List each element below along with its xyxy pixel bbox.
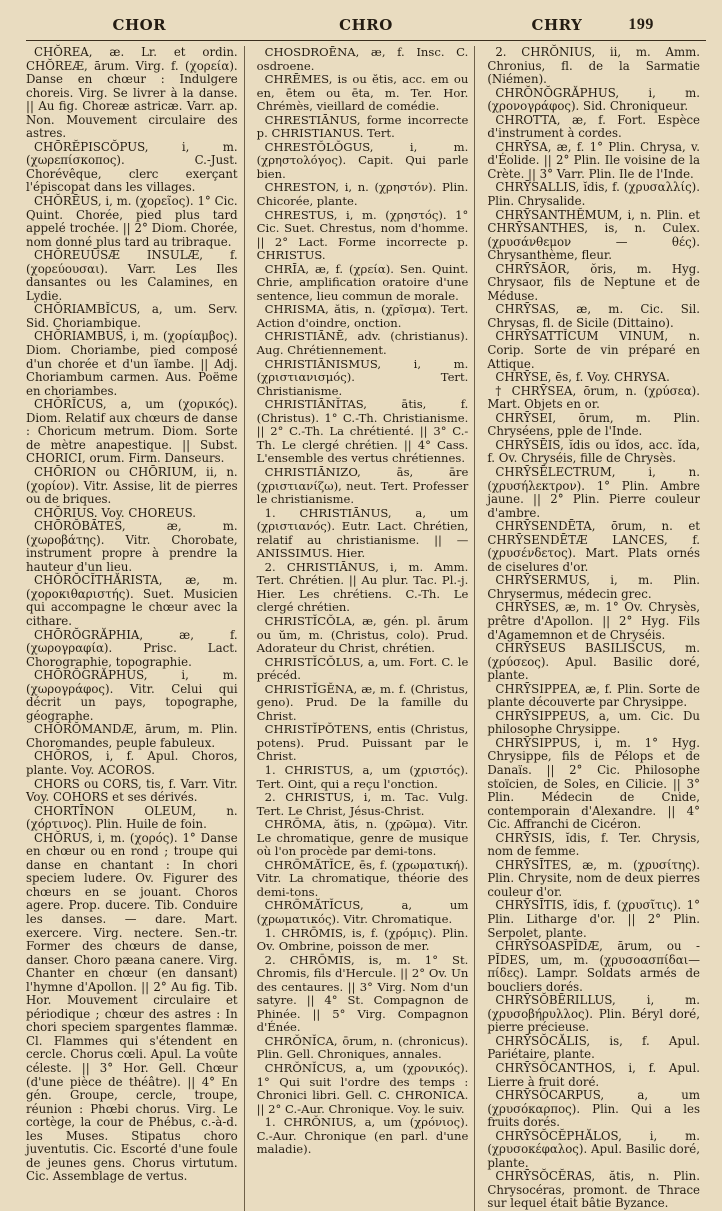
dictionary-entry: CHRȲSŎCANTHOS, i, f. Apul. Lierre à fruit doré. [487,1061,700,1089]
dictionary-entry: CHRȲSA, æ, f. 1° Plin. Chrysa, v. d'Éolide. || 2° Plin. Ile voisine de la Crète. || 3° Varr. Plin. Ile de l'Inde. [487,139,700,181]
dictionary-entry: CHRŎNĬCUS, a, um (χρονικός). 1° Qui suit l'ordre des temps : Chronici libri. Gell. C. CHRONICA. || 2° C.-Aur. Chronique. Voy. le suiv. [256,1061,469,1116]
dictionary-entry: CHRȲSĒLECTRUM, i, n. (χρυσήλεκτρον). 1° Plin. Ambre jaune. || 2° Plin. Pierre couleur d'ambre. [487,464,700,520]
dictionary-entry: CHRISTIĀNĬTAS, ātis, f. (Christus). 1° C.-Th. Christianisme. || 2° C.-Th. La chrétienté. || 3° C.-Th. Le clergé chrétien. || 4° Cass. L'ensemble des vertus chrétiennes. [256,397,469,466]
dictionary-entry: CHRŌMĂTĬCE, ēs, f. (χρωματική). Vitr. La chromatique, théorie des demi-tons. [256,857,469,899]
dictionary-entry: 1. CHRISTIĀNUS, a, um (χριστιανός). Eutr. Lact. Chrétien, relatif au christianisme. || — ANISSIMUS. Hier. [256,505,469,561]
dictionary-entry: CHRESTUS, i, m. (χρηστός). 1° Cic. Suet. Chrestus, nom d'homme. || 2° Lact. Forme incorrecte p. CHRISTUS. [256,207,469,263]
dictionary-entry: CHRŎNĬCA, ōrum, n. (chronicus). Plin. Gell. Chroniques, annales. [256,1033,469,1062]
dictionary-entry: CHRȲSE, ēs, f. Voy. CHRYSA. [495,370,670,385]
dictionary-entry: CHŎRIUS. Voy. CHOREUS. [34,505,196,520]
dictionary-entry: CHRȲSĪTES, æ, m. (χρυσίτης). Plin. Chrysite, nom de deux pierres couleur d'or. [487,857,700,899]
dictionary-entry: CHRȲSALLIS, ĭdis, f. (χρυσαλλίς). Plin. Chrysalide. [487,180,700,209]
dictionary-entry: CHŎRIAMBĬCUS, a, um. Serv. Sid. Choriambique. [26,302,238,330]
dictionary-entry: CHRȲSŎCARPUS, a, um (χρυσόκαρπος). Plin. Qui a les fruits dorés. [487,1088,700,1130]
dictionary-entry: CHŎRĒUS, i, m. (χορεῖος). 1° Cic. Quint. Chorée, pied plus tard appelé trochée. || 2° Diom. Chorée, nom donné plus tard au tribraque. [26,194,238,249]
columns [26,46,706,1211]
dictionary-entry: CHŎRUS, i, m. (χορός). 1° Danse en chœur ou en rond ; troupe qui danse en chantant : In chori speciem ludere. Ov. Figurer des chœurs en se jouant. Choros agere. Prop. ducere. Tib. Conduire les danses. — dare. Mart. exercere. Virg. nectere. Sen.-tr. Former des chœurs de danse, danser. Choro pæana canere. Virg. Chanter en chœur (en dansant) l'hymne d'Apollon. || 2° Au fig. Tib. Hor. Mouvement circulaire et périodique ; chœur des astres : In chori speciem spargentes flammæ. Cl. Flammes qui s'étendent en cercle. Chorus cœli. Apul. La voûte céleste. || 3° Hor. Gell. Chœur (d'une pièce de théâtre). || 4° En gén. Groupe, cercle, troupe, réunion : Phœbi chorus. Virg. Le cortège, la cour de Phébus, c.-à-d. les Muses. Stipatus choro juventutis. Cic. Escorté d'une foule de jeunes gens. Chorus virtutum. Cic. Assemblage de vertus. [26,830,238,1184]
dictionary-entry: CHRȲSŎCĔRAS, ătis, n. Plin. Chrysocéras, promont. de Thrace sur lequel était bâtie Byzance. [487,1169,700,1211]
dictionary-entry: CHRŎNŎGRĂPHUS, i, m. (χρονογράφος). Sid. Chroniqueur. [487,85,700,114]
dictionary-entry: CHRŌMA, ătis, n. (χρῶμα). Vitr. Le chromatique, genre de musique où l'on procède par demi-tons. [256,817,469,859]
dictionary-entry: CHROTTA, æ, f. Fort. Espèce d'instrument à cordes. [487,112,700,141]
dictionary-entry: CHRȲSĪTIS, ĭdis, f. (χρυσῖτις). 1° Plin. Litharge d'or. || 2° Plin. Serpolet, plante. [487,898,700,940]
dictionary-entry: CHŌRŎGRĂPHUS, i, m. (χωρογράφος). Vitr. Celui qui décrit un pays, topographe, géographe. [26,668,238,723]
page-number: 199 [628,16,654,33]
dictionary-entry: CHRȲSEUS BASILISCUS, m. (χρύσεος). Apul. Basilic doré, plante. [487,641,700,683]
dictionary-entry: CHRESTON, i, n. (χρηστόν). Plin. Chicorée, plante. [256,180,469,209]
dictionary-entry: CHRISTĬCŎLUS, a, um. Fort. C. le précéd. [256,654,469,683]
dictionary-entry: CHRȲSIPPEA, æ, f. Plin. Sorte de plante découverte par Chrysippe. [487,681,700,710]
dictionary-entry: CHRȲSAS, æ, m. Cic. Sil. Chrysas, fl. de Sicile (Dittaino). [487,302,700,330]
dictionary-entry: CHRISMA, ătis, n. (χρῖσμα). Tert. Action d'oindre, onction. [256,302,469,330]
dictionary-entry: CHRȲSANTHĔMUM, i, n. Plin. et CHRȲSANTHES, is, n. Culex. (χρυσάνθεμον — θές). Chrysanthème, fleur. [487,207,700,263]
dictionary-entry: 2. CHRISTUS, i, m. Tac. Vulg. Tert. Le Christ, Jésus-Christ. [256,790,469,818]
dictionary-entry: CHRĒMES, is ou ĕtis, acc. em ou en, ētem ou ēta, m. Ter. Hor. Chrémès, vieillard de comédie. [256,72,469,114]
dictionary-entry: CHŎRĬCUS, a, um (χορικός). Diom. Relatif aux chœurs de danse : Choricum metrum. Diom. Sorte de mètre anapestique. || Subst. CHORICI, orum. Firm. Danseurs. [26,397,238,466]
dictionary-entry: CHRȲSIPPEUS, a, um. Cic. Du philosophe Chrysippe. [487,708,700,737]
dictionary-entry: CHRISTIĀNIZO, ās, āre (χριστιανίζω), neut. Tert. Professer le christianisme. [256,464,469,507]
dictionary-entry: CHORS ou CORS, tis, f. Varr. Vitr. Voy. COHORS et ses dérivés. [26,776,238,805]
dictionary-entry: CHRȲSEI, ōrum, m. Plin. Chryséens, pple de l'Inde. [487,410,700,439]
dictionary-entry: CHRŌMĂTĬCUS, a, um (χρωματικός). Vitr. Chromatique. [256,898,469,926]
dictionary-entry: CHŌRŎBĀTES, æ, m. (χωροβάτης). Vitr. Chorobate, instrument propre à prendre la hauteur d'un lieu. [26,519,238,574]
dictionary-entry: CHŎREA, æ. Lr. et ordin. CHŎREÆ, ārum. Virg. f. (χορεία). Danse en chœur : Indulgere choreis. Virg. Se livrer à la danse. || Au fig. Choreæ astricæ. Varr. ap. Non. Mouvement circulaire des astres. [26,45,238,141]
dictionary-entry: CHŎROS, i, f. Apul. Choros, plante. Voy. ACOROS. [26,749,238,777]
dictionary-entry: CHRȲSERMUS, i, m. Plin. Chrysermus, médecin grec. [487,573,700,601]
header-left: CHOR [112,16,167,34]
dictionary-entry: CHŎRIAMBUS, i, m. (χορίαμβος). Diom. Choriambe, pied composé d'un chorée et d'un ïambe. || Adj. Choriambum carmen. Aus. Poëme en choriambes. [26,329,238,398]
dictionary-entry: CHRISTIĀNĒ, adv. (christianus). Aug. Chrétiennement. [256,329,469,358]
dictionary-entry: CHŎRŎMANDÆ, ārum, m. Plin. Choromandes, peuple fabuleux. [26,722,238,750]
header-rule [26,40,706,41]
dictionary-entry: 1. CHRŌMIS, is, f. (χρόμις). Plin. Ov. Ombrine, poisson de mer. [256,925,469,954]
dictionary-entry: CHRISTĬPŎTENS, entis (Christus, potens). Prud. Puissant par le Christ. [256,722,469,764]
dictionary-entry: CHŌRION ou CHŌRIUM, ii, n. (χορίον). Vitr. Assise, lit de pierres ou de briques. [26,464,238,507]
dictionary-entry: CHRĪA, æ, f. (χρεία). Sen. Quint. Chrie, amplification oratoire d'une sentence, lieu commun de morale. [256,261,469,303]
dictionary-entry: 1. CHRISTUS, a, um (χριστός). Tert. Oint, qui a reçu l'onction. [256,762,469,791]
dictionary-entry: CHŌRŎGRĂPHIA, æ, f. (χωρογραφία). Prisc. Lact. Chorographie, topographie. [26,627,238,669]
dictionary-entry: CHRȲSŎCĔPHĂLOS, i, m. (χρυσοκέφαλος). Apul. Basilic doré, plante. [487,1128,700,1170]
dictionary-entry: CHRISTĬCŎLA, æ, gén. pl. ārum ou ŭm, m. (Christus, colo). Prud. Adorateur du Christ, chrétien. [256,613,469,656]
dictionary-entry: 2. CHRISTIĀNUS, i, m. Amm. Tert. Chrétien. || Au plur. Tac. Pl.-j. Hier. Les chrétiens. C.-Th. Le clergé chrétien. [256,559,469,615]
column-3 [487,46,706,1211]
dictionary-entry: CHRȲSŎBĒRILLUS, i, m. (χρυσοβήρυλλος). Plin. Béryl doré, pierre précieuse. [487,993,700,1035]
dictionary-entry: CHRȲSĒIS, ĭdis ou ĭdos, acc. ĭda, f. Ov. Chryséis, fille de Chrysès. [487,437,700,466]
running-header [26,12,706,38]
dictionary-entry: CHRȲSENDĒTA, ōrum, n. et CHRȲSENDĒTÆ LANCES, f. (χρυσένδετος). Mart. Plats ornés de ciselures d'or. [487,519,700,574]
dictionary-entry: CHŎREUŪSÆ INSULÆ, f. (χορεύουσαι). Varr. Les Iles dansantes ou les Calamines, en Lydie. [26,248,238,303]
dictionary-entry: CHRISTĬGĔNA, æ, m. f. (Christus, geno). Prud. De la famille du Christ. [256,681,469,723]
column-2 [257,46,476,1211]
dictionary-entry: 2. CHRŌMIS, is, m. 1° St. Chromis, fils d'Hercule. || 2° Ov. Un des centaures. || 3° Virg. Nom d'un satyre. || 4° St. Compagnon de Phinée. || 5° Virg. Compagnon d'Énée. [256,952,469,1035]
dictionary-entry: CHŎRŎCĬTHĂRISTA, æ, m. (χοροκιθαριστής). Suet. Musicien qui accompagne le chœur avec la cithare. [26,573,238,628]
header-right: CHRY [531,16,583,34]
dictionary-entry: CHŌRĔPISCŎPUS, i, m. (χωρεπίσκοπος). C.-Just. Chorévêque, clerc exerçant l'épiscopat dans les villages. [26,139,238,195]
dictionary-entry: CHORTĪNON OLEUM, n. (χόρτινος). Plin. Huile de foin. [26,803,238,832]
dictionary-entry: CHRȲSĀOR, ŏris, m. Hyg. Chrysaor, fils de Neptune et de Méduse. [487,261,700,303]
header-center: CHRO [339,16,393,34]
dictionary-entry: CHRȲSŎCĂLIS, is, f. Apul. Pariétaire, plante. [487,1033,700,1062]
dictionary-entry: CHRESTŎLŎGUS, i, m. (χρηστολόγος). Capit. Qui parle bien. [256,139,469,181]
dictionary-entry: CHRISTIĀNISMUS, i, m. (χριστιανισμός). Tert. Christianisme. [256,356,469,398]
dictionary-entry: CHRȲSIPPUS, i, m. 1° Hyg. Chrysippe, fils de Pélops et de Danaïs. || 2° Cic. Philosophe stoïcien, de Soles, en Cilicie. || 3° Plin. Médecin de Cnide, contemporain d'Alexandre. || 4° Cic. Affranchi de Cicéron. [487,735,700,832]
dictionary-entry: 2. CHRŎNIUS, ii, m. Amm. Chronius, fl. de la Sarmatie (Niémen). [487,45,700,87]
column-1 [26,46,245,1211]
dictionary-entry: CHRȲSES, æ, m. 1° Ov. Chrysès, prêtre d'Apollon. || 2° Hyg. Fils d'Agamemnon et de Chryséis. [487,600,700,642]
dictionary-entry: CHOSDROĒNA, æ, f. Insc. C. osdroene. [256,45,469,73]
dictionary-entry: CHRȲSATTĬCUM VINUM, n. Corip. Sorte de vin préparé en Attique. [487,329,700,371]
dictionary-entry: CHRȲSOASPĬDÆ, ārum, ou -PĬDES, um, m. (χρυσοασπίδαι—πίδες). Lampr. Soldats armés de boucliers dorés. [487,939,700,994]
dictionary-entry: CHRȲSIS, ĭdis, f. Ter. Chrysis, nom de femme. [487,830,700,859]
dictionary-entry: 1. CHRŎNIUS, a, um (χρόνιος). C.-Aur. Chronique (en parl. d'une maladie). [256,1115,469,1157]
dictionary-entry: CHRESTIĀNUS, forme incorrecte p. CHRISTIANUS. Tert. [256,112,469,141]
dictionary-entry: † CHRȲSEA, ōrum, n. (χρύσεα). Mart. Objets en or. [487,383,700,412]
